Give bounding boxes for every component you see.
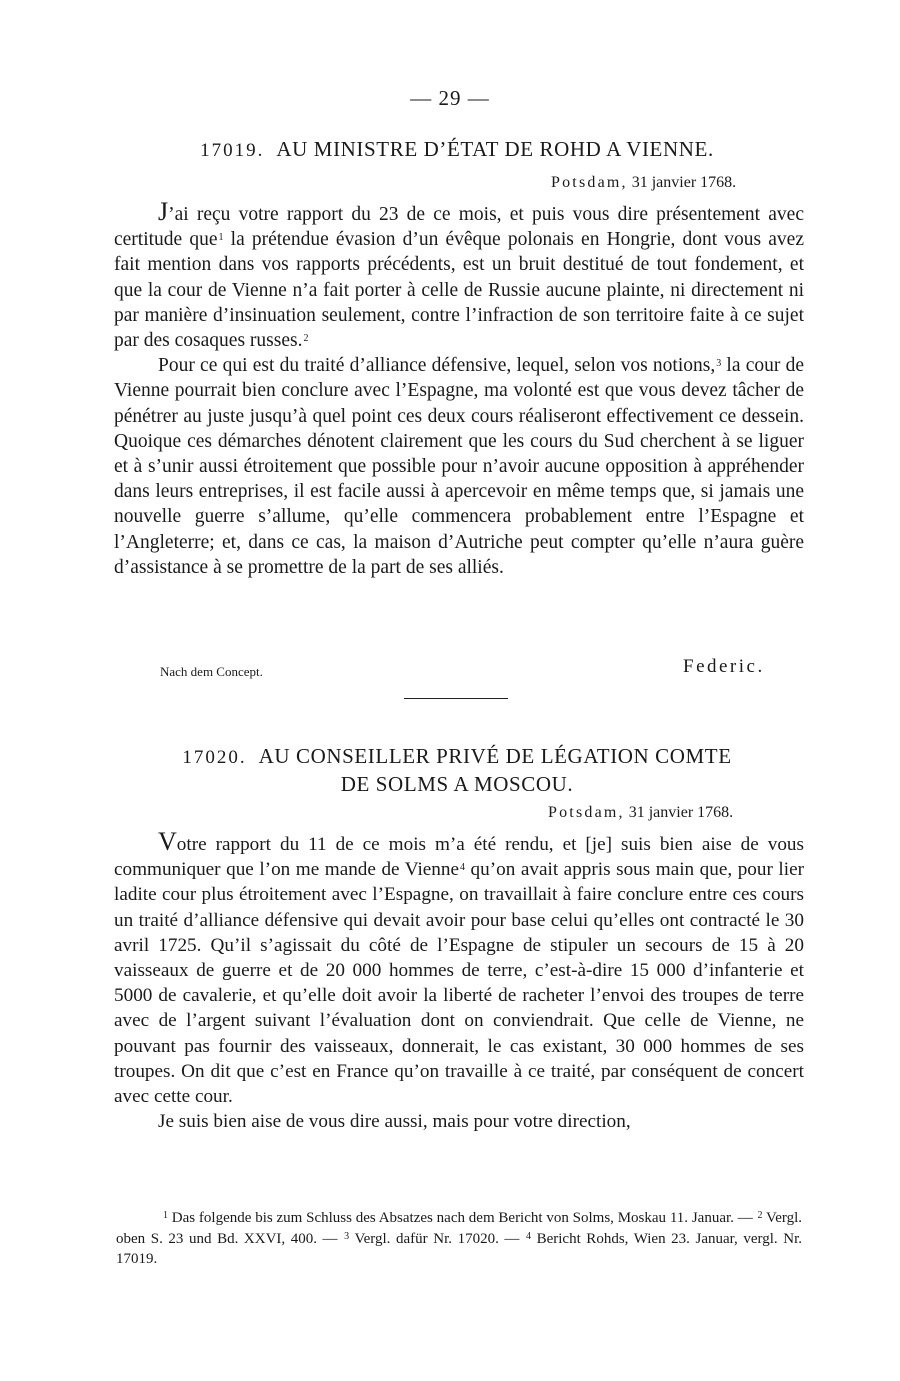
letter-body-17020: [114, 829, 804, 1134]
page-number: — 29 —: [410, 86, 490, 110]
letter-heading-17019: [112, 136, 802, 164]
letter-title-line1: AU CONSEILLER PRIVÉ DE LÉGATION COMTE: [258, 744, 732, 768]
letter-title-line2: DE SOLMS A MOSCOU.: [340, 772, 574, 796]
dateline-date: 31 janvier 1768.: [628, 804, 734, 821]
footnote-text: Vergl. dafür Nr. 17020. —: [349, 1230, 520, 1247]
footnotes: [116, 1208, 802, 1270]
footnote-text: Bericht Rohds, Wien 23. Januar, vergl. Nr. 17019.: [116, 1230, 803, 1267]
drop-cap: J: [158, 197, 169, 226]
letter-title: AU MINISTRE D’ÉTAT DE ROHD A VIENNE.: [276, 137, 714, 161]
dateline-place: Potsdam,: [551, 174, 628, 191]
letter-heading-17020: [112, 743, 802, 798]
footnote-mark: 2: [757, 1210, 763, 1221]
paragraph-text: qu’on avait appris sous main que, pour lier ladite cour plus étroitement avec l’Espagne, on travaillait à faire conclure entre ces cours un traité d’alliance défensive qui devait avoir pour base celui qu’elles ont contracté le 30 avril 1725. Qu’il s’agissait du côté de l’Espagne de stipuler un secours de 15 à 20 vaisseaux de guerre et de 20 000 hommes de terre, c’est-à-dire 15 000 d’infanterie et 5000 de cavalerie, et qu’elle doit avoir la liberté de racheter l’envoi des troupes de terre avec de l’argent suivant l’évaluation dont on conviendrait. Que celle de Vienne, ne pouvant pas fournir des vaisseaux, donnerait, le cas existant, 30 000 hommes de ses troupes. On dit que c’est en France qu’on travaille à ce traité, par conséquent de concert avec cette cour.: [114, 859, 804, 1108]
footnote-mark: 1: [163, 1210, 168, 1221]
signature: Federic.: [683, 656, 765, 677]
footnote-mark: 4: [526, 1230, 531, 1242]
paragraph-text: la cour de Vienne pourrait bien conclure avec l’Espagne, ma volonté est que vous devez tâcher de pénétrer au juste jusqu’à quel point ces deux cours réaliseront effectivement ce dessein. Quoique ces démarches dénotent clairement que les cours du Sud cherchent à se liguer et à s’unir aussi étroitement que possible pour n’avoir aucune opposition à appréhender dans leurs entreprises, il est facile aussi à apercevoir en même temps que, si jamais une nouvelle guerre s’allume, qu’elle commencera probablement entre l’Espagne et l’Angleterre; et, dans ce cas, la maison d’Autriche peut compter qu’elle n’aura guère d’assistance à se promettre de la part de ses alliés.: [114, 355, 804, 578]
dateline-place: Potsdam,: [548, 804, 625, 821]
paragraph: Je suis bien aise de vous dire aussi, mais pour votre direction,: [158, 1111, 631, 1133]
footnote-mark: 3: [344, 1230, 350, 1242]
letter-number: 17019.: [200, 140, 265, 161]
paragraph-text: Pour ce qui est du traité d’alliance défensive, lequel, selon vos notions,: [158, 355, 716, 377]
footnote-text: Vergl. oben S. 23 und Bd. XXVI, 400. —: [116, 1210, 802, 1247]
footnote-ref: 4: [460, 862, 466, 874]
footnote-block: [116, 1208, 802, 1270]
drop-cap: V: [158, 827, 177, 856]
letter-dateline: [548, 804, 733, 822]
paragraph-text: la prétendue évasion d’un évêque polonais en Hongrie, dont vous avez fait mention dans vos rapports précédents, est un bruit destitué de tout fondement, et que la cour de Vienne n’a fait porter à celle de Russie aucune plainte, ni directement ni par manière d’insinuation seulement, contre l’infraction de son territoire faite à ce sujet par des cosaques russes.: [114, 229, 804, 352]
paragraph-text: ’ai reçu votre rapport du 23 de ce mois, et puis vous dire présentement avec certitude que: [114, 204, 804, 251]
footnote-ref: 2: [303, 333, 309, 345]
footnote-ref: 1: [218, 232, 224, 244]
letter-body-17019: [114, 199, 804, 580]
paragraph: [114, 829, 804, 1109]
footnote-ref: 3: [716, 358, 722, 370]
paragraph-text: otre rapport du 11 de ce mois m’a été rendu, et [je] suis bien aise de vous communiquer que l’on me mande de Vienne: [114, 834, 804, 881]
footnote-text: Das folgende bis zum Schluss des Absatzes nach dem Bericht von Solms, Moskau 11. Januar. —: [168, 1210, 753, 1226]
source-note: Nach dem Concept.: [160, 664, 263, 679]
paragraph: [114, 353, 804, 580]
letter-number: 17020.: [182, 747, 247, 768]
paragraph: [114, 199, 804, 353]
dateline-date: 31 janvier 1768.: [631, 174, 737, 191]
letter-dateline: [551, 174, 736, 192]
section-divider: [404, 698, 508, 699]
